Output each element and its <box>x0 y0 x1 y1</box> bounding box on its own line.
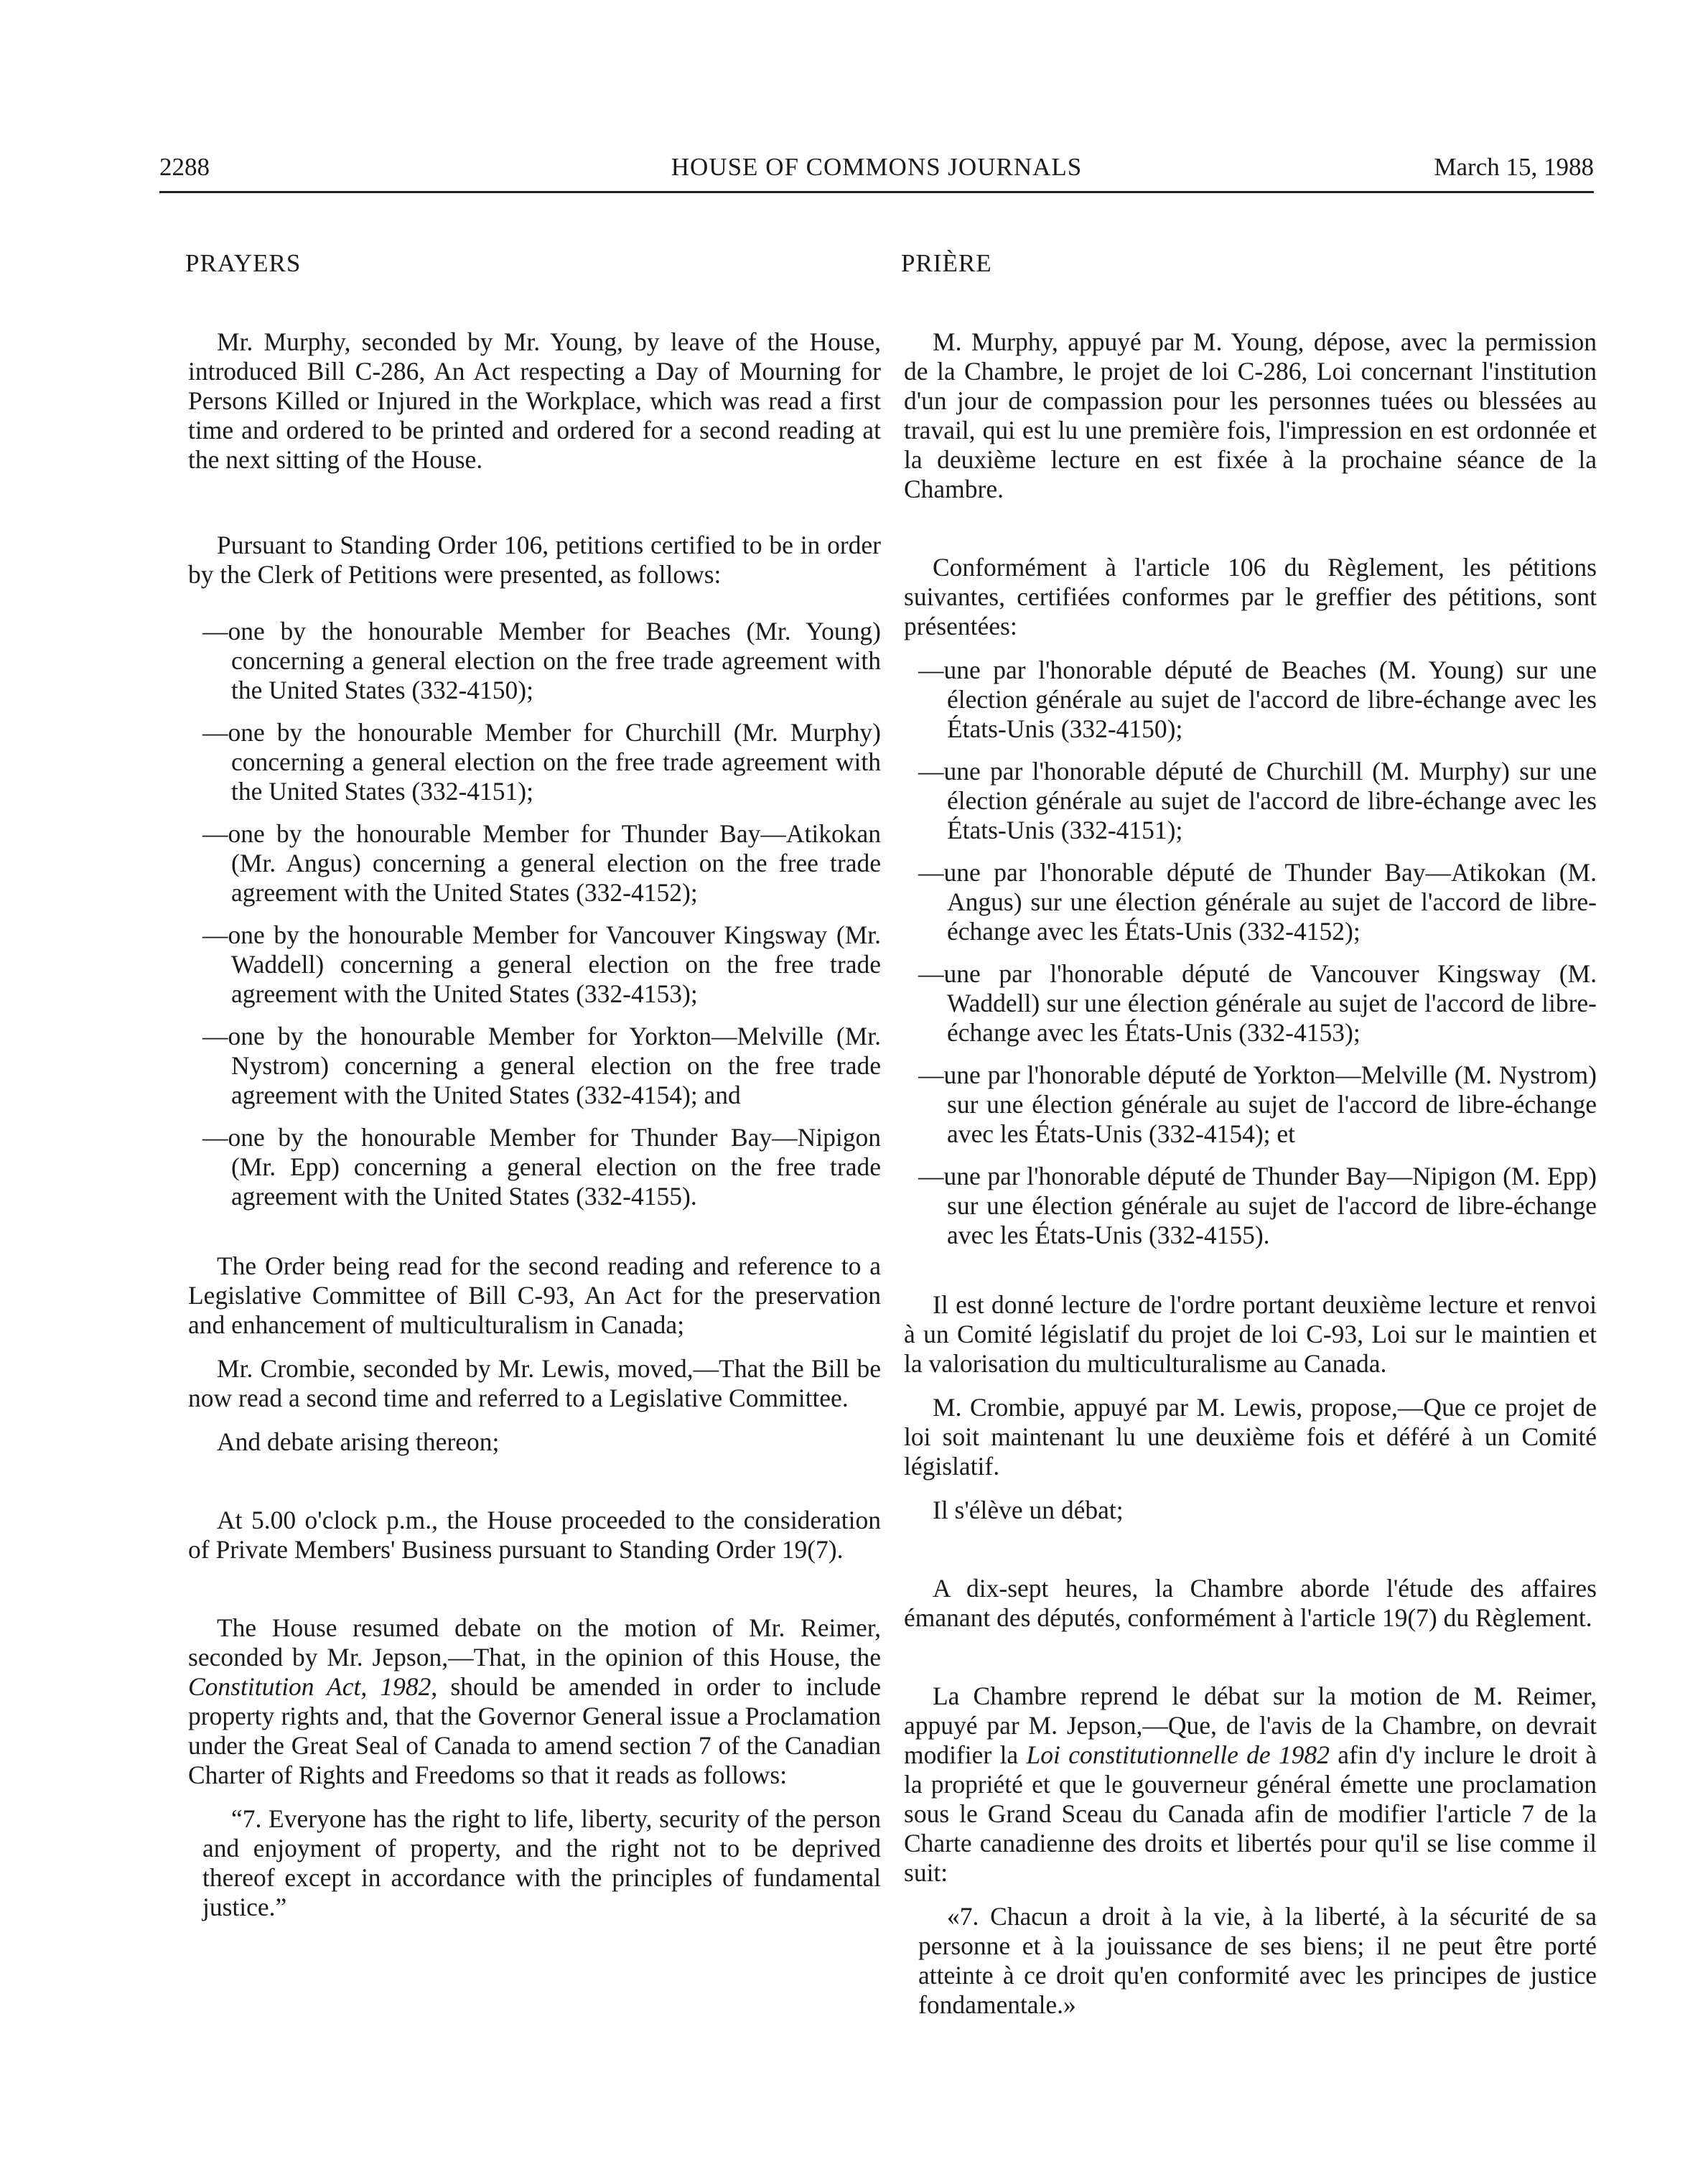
petitions-intro-paragraph: Pursuant to Standing Order 106, petitions certified to be in order by the Clerk of Petitions were presented, as follows: <box>188 531 881 589</box>
petition-item: —one by the honourable Member for Vancouver Kingsway (Mr. Waddell) concerning a general election on the free trade agreement with the United States (332-4153); <box>202 920 881 1008</box>
english-column <box>185 248 881 1922</box>
motion-paragraph-fr: M. Crombie, appuyé par M. Lewis, propose,—Que ce projet de loi soit maintenant lu une deuxième fois et déféré à un Comité législatif. <box>904 1393 1597 1481</box>
french-column <box>901 248 1597 2020</box>
petition-item-fr: —une par l'honorable député de Churchill (M. Murphy) sur une élection générale au sujet de l'accord de libre-échange avec les États-Unis (332-4151); <box>918 757 1597 844</box>
petition-item-fr: —une par l'honorable député de Thunder Bay—Nipigon (M. Epp) sur une élection générale au sujet de l'accord de libre-échange avec les États-Unis (332-4155). <box>918 1162 1597 1249</box>
bill-introduction-paragraph-fr: M. Murphy, appuyé par M. Young, dépose, avec la permission de la Chambre, le projet de loi C-286, Loi concernant l'institution d'un jour de compassion pour les personnes tuées ou blessées au travail, qui est lu une première fois, l'impression en est ordonnée et la deuxième lecture en est fixée à la prochaine séance de la Chambre. <box>904 327 1597 503</box>
petition-item-fr: —une par l'honorable député de Vancouver Kingsway (M. Waddell) sur une élection générale au sujet de l'accord de libre-échange avec les États-Unis (332-4153); <box>918 959 1597 1047</box>
debate-paragraph-fr: Il s'élève un débat; <box>933 1496 1124 1524</box>
petitions-intro-paragraph-fr: Conformément à l'article 106 du Règlement, les pétitions suivantes, certifiées conformes par le greffier des pétitions, sont présentées: <box>904 553 1597 640</box>
petition-item: —one by the honourable Member for Yorkton—Melville (Mr. Nystrom) concerning a general election on the free trade agreement with the United States (332-4154); and <box>202 1022 881 1109</box>
motion-paragraph: Mr. Crombie, seconded by Mr. Lewis, moved,—That the Bill be now read a second time and referred to a Legislative Committee. <box>188 1354 881 1412</box>
petition-item-fr: —une par l'honorable député de Beaches (M. Young) sur une élection générale au sujet de l'accord de libre-échange avec les États-Unis (332-4150); <box>918 656 1597 743</box>
charter-quote-paragraph-fr: «7. Chacun a droit à la vie, à la liberté, à la sécurité de sa personne et à la jouissance de ses biens; il ne peut être porté atteinte à ce droit qu'en conformité avec les principes de justice fondamentale.» <box>918 1902 1597 2019</box>
charter-quote-paragraph: “7. Everyone has the right to life, liberty, security of the person and enjoyment of property, and the right not to be deprived thereof except in accordance with the principles of fundamental justice.” <box>202 1804 881 1921</box>
section-title-priere: PRIÈRE <box>901 249 992 277</box>
petition-item: —one by the honourable Member for Thunder Bay—Nipigon (Mr. Epp) concerning a general election on the free trade agreement with the United States (332-4155). <box>202 1123 881 1211</box>
section-title-prayers: PRAYERS <box>185 249 302 277</box>
private-members-business-paragraph: At 5.00 o'clock p.m., the House proceeded to the consideration of Private Members' Business pursuant to Standing Order 19(7). <box>188 1506 881 1564</box>
order-read-paragraph: The Order being read for the second reading and reference to a Legislative Committee of Bill C-93, An Act for the preservation and enhancement of multiculturalism in Canada; <box>188 1251 881 1339</box>
resumed-debate-paragraph-fr: La Chambre reprend le débat sur la motion de M. Reimer, appuyé par M. Jepson,—Que, de l'avis de la Chambre, on devrait modifier la Loi constitutionnelle de 1982 afin d'y inclure le droit à la propriété et que le gouverneur général émette une proclamation sous le Grand Sceau du Canada afin de modifier l'article 7 de la Charte canadienne des droits et libertés pour qu'il se lise comme il suit: <box>904 1682 1597 1887</box>
bill-introduction-paragraph: Mr. Murphy, seconded by Mr. Young, by leave of the House, introduced Bill C-286, An Act respecting a Day of Mourning for Persons Killed or Injured in the Workplace, which was read a first time and ordered to be printed and ordered for a second reading at the next sitting of the House. <box>188 327 881 474</box>
order-read-paragraph-fr: Il est donné lecture de l'ordre portant deuxième lecture et renvoi à un Comité législatif du projet de loi C-93, Loi sur le maintien et la valorisation du multiculturalisme au Canada. <box>904 1290 1597 1378</box>
journal-date: March 15, 1988 <box>1434 153 1594 181</box>
page-number: 2288 <box>159 153 210 181</box>
petition-item: —one by the honourable Member for Churchill (Mr. Murphy) concerning a general election on the free trade agreement with the United States (332-4151); <box>202 718 881 806</box>
resumed-debate-paragraph: The House resumed debate on the motion of Mr. Reimer, seconded by Mr. Jepson,—That, in the opinion of this House, the Constitution Act, 1982, should be amended in order to include property rights and, that the Governor General issue a Proclamation under the Great Seal of Canada to amend section 7 of the Canadian Charter of Rights and Freedoms so that it reads as follows: <box>188 1613 881 1789</box>
petition-item: —one by the honourable Member for Beaches (Mr. Young) concerning a general election on the free trade agreement with the United States (332-4150); <box>202 617 881 704</box>
petition-item-fr: —une par l'honorable député de Yorkton—Melville (M. Nystrom) sur une élection générale au sujet de l'accord de libre-échange avec les États-Unis (332-4154); et <box>918 1060 1597 1148</box>
private-members-business-paragraph-fr: A dix-sept heures, la Chambre aborde l'étude des affaires émanant des députés, conformément à l'article 19(7) du Règlement. <box>904 1574 1597 1632</box>
petition-item-fr: —une par l'honorable député de Thunder Bay—Atikokan (M. Angus) sur une élection générale au sujet de l'accord de libre-échange avec les États-Unis (332-4152); <box>918 858 1597 946</box>
petition-item: —one by the honourable Member for Thunder Bay—Atikokan (Mr. Angus) concerning a general election on the free trade agreement with the United States (332-4152); <box>202 819 881 907</box>
debate-paragraph: And debate arising thereon; <box>217 1427 500 1456</box>
journal-title: HOUSE OF COMMONS JOURNALS <box>671 153 1083 181</box>
page-header <box>159 152 1594 193</box>
